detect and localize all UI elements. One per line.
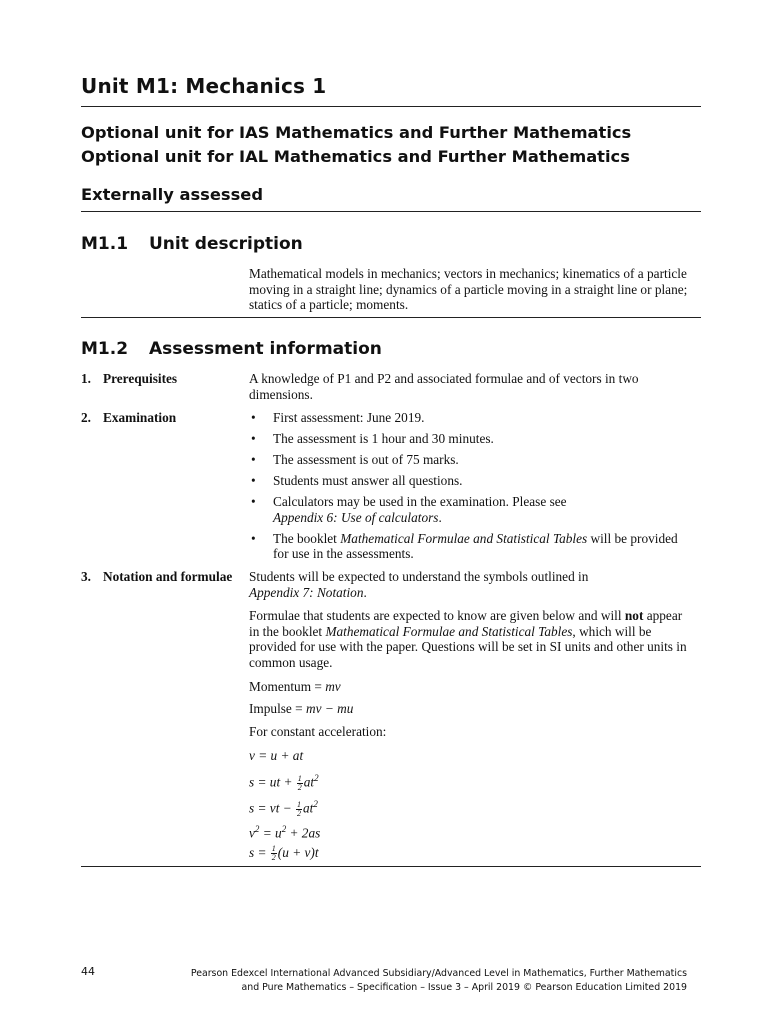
list-item: • First assessment: June 2019. <box>251 410 425 425</box>
formulae-paragraph: Formulae that students are expected to know are given below and will not appear in the booklet Mathematical Formulae and Statistical Tables, which will be provided for use with the paper. Questions will be set in SI units and other units in common usage. <box>249 608 687 670</box>
formula-suvat-5: s = $\frac{1}{2}$ (u + v)t <box>249 844 319 863</box>
section-heading-unit-description <box>81 234 303 254</box>
title-rule <box>81 106 701 107</box>
item-examination-label <box>81 410 176 426</box>
item-prerequisites-label <box>81 371 177 387</box>
formula-suvat-2: s = ut + $\frac{1}{2}$ $at^2$ <box>249 773 319 792</box>
assessment-type: Externally assessed <box>81 185 263 204</box>
footer-text <box>127 967 687 995</box>
notation-paragraph: Students will be expected to understand the symbols outlined in Appendix 7: Notation. <box>249 569 589 600</box>
appendix-6-reference: Appendix 6: Use of calculators <box>273 509 439 525</box>
section-title: Unit description <box>149 234 303 254</box>
unit-title: Unit M1: Mechanics 1 <box>81 74 327 98</box>
list-item: • The assessment is out of 75 marks. <box>251 452 459 467</box>
formula-suvat-1: v = u + at <box>249 748 304 763</box>
unit-description-text: Mathematical models in mechanics; vectors in mechanics; kinematics of a particle moving in a straight line; dynamics of a particle moving in a straight line or plane; statics of a particle; moments. <box>249 266 688 312</box>
appendix-7-reference: Appendix 7: Notation <box>249 584 364 600</box>
item-notation-label <box>81 569 232 585</box>
section-heading-assessment <box>81 339 382 359</box>
formula-impulse: Impulse = mv − mu <box>249 701 354 716</box>
section1-rule <box>81 317 701 318</box>
item-number: 2. <box>81 410 91 425</box>
header-rule <box>81 211 701 212</box>
item-label: Notation and formulae <box>103 569 233 584</box>
prerequisites-text: A knowledge of P1 and P2 and associated formulae and of vectors in two dimensions. <box>249 371 639 402</box>
formula-suvat-4: $v^2 = u^2 + 2as$ <box>249 824 321 841</box>
examination-list <box>249 410 689 562</box>
formula-momentum: Momentum = mv <box>249 679 341 694</box>
list-item: • The assessment is 1 hour and 30 minutes. <box>251 431 494 446</box>
formula-suvat-3: s = vt − $\frac{1}{2}$ $at^2$ <box>249 799 318 818</box>
item-label: Examination <box>103 410 177 425</box>
footer-line: Pearson Edexcel International Advanced Subsidiary/Advanced Level in Mathematics, Further Mathematics <box>190 968 687 979</box>
constant-acceleration-label: For constant acceleration: <box>249 724 387 739</box>
footer-line: and Pure Mathematics – Specification – Issue 3 – April 2019 © Pearson Education Limited 2019 <box>241 982 687 993</box>
item-number: 1. <box>81 371 91 386</box>
list-item: • Calculators may be used in the examination. Please see Appendix 6: Use of calculators. <box>251 494 567 525</box>
list-item: • The booklet Mathematical Formulae and Statistical Tables will be provided for use in the assessments. <box>251 530 678 561</box>
item-number: 3. <box>81 569 91 584</box>
list-item: • Students must answer all questions. <box>251 473 463 488</box>
item-label: Prerequisites <box>103 371 178 386</box>
page-number: 44 <box>81 965 95 978</box>
section-title: Assessment information <box>149 339 382 359</box>
booklet-title: Mathematical Formulae and Statistical Tables <box>340 530 588 546</box>
section-number: M1.1 <box>81 234 129 254</box>
optional-line-ial: Optional unit for IAL Mathematics and Further Mathematics <box>81 147 630 166</box>
optional-line-ias: Optional unit for IAS Mathematics and Further Mathematics <box>81 123 632 142</box>
section2-rule <box>81 866 701 867</box>
section-number: M1.2 <box>81 339 129 359</box>
